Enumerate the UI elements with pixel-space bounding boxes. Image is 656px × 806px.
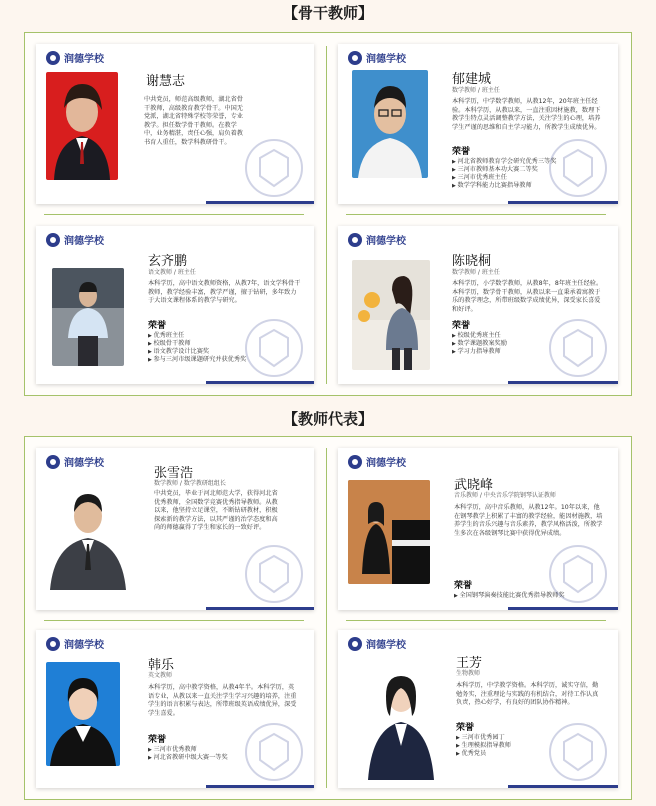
honor-item: ▶ 数学学科能力比赛指导教师	[452, 182, 602, 190]
divider	[326, 448, 327, 788]
honor-item: ▶ 参与三河市级课题研究并获优秀奖	[148, 356, 298, 364]
runde-watermark-icon	[242, 542, 306, 606]
teacher-description: 本科学历，小学数学教师，从教8年，8年班主任经验。本科学历，数学骨干教师，从教以来一直秉承着寓教于乐的教学理念，所带班级数学成绩优异，深受家长喜爱和好评。	[452, 280, 603, 313]
honors-list: 荣誉 ▶ 优秀班主任 ▶ 校级骨干教师 ▶ 语文教学设计比赛奖 ▶ 参与三河市级课题研究并获优秀奖	[148, 322, 298, 364]
teacher-card[interactable]	[338, 226, 618, 384]
divider	[346, 214, 606, 215]
teacher-role: 语文教师 / 班主任	[148, 269, 196, 276]
divider	[44, 620, 304, 621]
teacher-role: 音乐教师 / 中央音乐学院钢琴认证教师	[454, 492, 556, 499]
honor-item: ▶ 三河市优秀园丁	[456, 734, 604, 742]
school-logo: 润德学校	[46, 454, 104, 469]
teacher-description: 本科学历，高中音乐教师，从教12年。10年以来，他在钢琴教学上积累了丰富的教学经验，能因材施教，培养学生的音乐兴趣与音乐素养，教学风格活泼，所教学生多次在各级钢琴比赛中获得优异成绩。	[454, 504, 603, 537]
school-emblem-icon	[46, 233, 60, 247]
school-logo: 润德学校	[348, 636, 406, 651]
teacher-card[interactable]	[36, 226, 314, 384]
teacher-card[interactable]	[36, 448, 314, 610]
school-logo: 润德学校	[46, 636, 104, 651]
teacher-role: 数学教师 / 数学教研组组长	[154, 480, 226, 487]
teacher-name: 张雪浩	[154, 466, 194, 481]
card-accent-line	[508, 607, 618, 610]
school-emblem-icon	[348, 233, 362, 247]
teacher-card[interactable]	[338, 448, 618, 610]
honor-item: ▶ 河北省教研中级大赛一等奖	[148, 754, 298, 762]
honor-item: ▶ 三河市教师基本功大赛二等奖	[452, 166, 602, 174]
runde-watermark-icon	[546, 136, 610, 200]
teacher-description: 本科学历，中学教学资格。本科学历，诚实守信，勤勉务实，注重理论与实践的有机结合，对待工作认真负责，热心好学，有良好的团队协作精神。	[456, 682, 599, 706]
teacher-photo	[46, 662, 120, 766]
teacher-role: 数学教师 / 班主任	[452, 269, 500, 276]
school-logo: 润德学校	[46, 232, 104, 247]
teacher-name: 韩乐	[148, 658, 175, 673]
honor-item: ▶ 校级骨干教师	[148, 340, 298, 348]
runde-watermark-icon	[242, 136, 306, 200]
teacher-role: 数学教师 / 班主任	[452, 87, 500, 94]
honors-list: 荣誉 ▶ 校级优秀班主任 ▶ 数学课题教案奖励 ▶ 学习力指导教师	[452, 322, 602, 356]
teacher-role: 英文教师	[148, 672, 173, 679]
school-logo: 润德学校	[348, 232, 406, 247]
teacher-photo	[352, 70, 428, 178]
honor-item: ▶ 三河市优秀班主任	[452, 174, 602, 182]
card-accent-line	[206, 607, 314, 610]
school-emblem-icon	[46, 51, 60, 65]
honor-item: ▶ 优秀党员	[456, 750, 604, 758]
honor-item: ▶ 三河市优秀教师	[148, 746, 298, 754]
school-logo: 润德学校	[46, 50, 104, 65]
teacher-name: 武晓峰	[454, 478, 494, 493]
teacher-name: 郁建城	[452, 72, 492, 87]
teacher-name: 谢慧志	[146, 74, 186, 89]
teacher-card[interactable]	[338, 44, 618, 204]
teacher-photo	[348, 480, 430, 584]
teacher-description: 本科学历，中学数学教师，从教12年，20年班主任经验。本科学历，从教以来，一直注重因材施教，数理下教学生特点灵活调整教学方法，关注学生的心理，培养学生严谨的思维和自主学习能力，所教学生成绩优异。	[452, 98, 601, 131]
honors-list: 荣誉 ▶ 三河市优秀教师 ▶ 河北省教研中级大赛一等奖	[148, 736, 298, 762]
teacher-card[interactable]	[36, 44, 314, 204]
honors-list: 荣誉 ▶ 河北省教师教育学会研究优秀三等奖 ▶ 三河市教师基本功大赛二等奖 ▶ 三河市优秀班主任 ▶ 数学学科能力比赛指导教师	[452, 148, 602, 190]
teacher-photo	[362, 666, 440, 780]
honor-item: ▶ 数学课题教案奖励	[452, 340, 602, 348]
school-emblem-icon	[348, 51, 362, 65]
card-accent-line	[508, 785, 618, 788]
runde-watermark-icon	[546, 720, 610, 784]
runde-watermark-icon	[242, 316, 306, 380]
runde-watermark-icon	[546, 542, 610, 606]
honor-item: ▶ 全国钢琴演奏技能比赛优秀指导教师奖	[454, 592, 604, 600]
divider	[346, 620, 606, 621]
honor-item: ▶ 学习力指导教师	[452, 348, 602, 356]
honors-list: 荣誉 ▶ 三河市优秀园丁 ▶ 生理模拟指导教师 ▶ 优秀党员	[456, 724, 604, 758]
teacher-card[interactable]	[338, 630, 618, 788]
card-accent-line	[206, 381, 314, 384]
teacher-name: 陈晓桐	[452, 254, 492, 269]
runde-watermark-icon	[546, 316, 610, 380]
teacher-photo	[46, 480, 130, 590]
teacher-description: 本科学历，高中教学资格，从教4年半。本科学历，英语专业，从教以来一直关注学生学习兴趣的培养，注重学生的语言积累与表达，所带班级英语成绩优异，深受学生喜爱。	[148, 684, 297, 717]
school-logo: 润德学校	[348, 454, 406, 469]
honor-item: ▶ 河北省教师教育学会研究优秀三等奖	[452, 158, 602, 166]
school-logo: 润德学校	[348, 50, 406, 65]
honor-item: ▶ 生理模拟指导教师	[456, 742, 604, 750]
teacher-name: 玄齐鹏	[148, 254, 188, 269]
divider	[326, 46, 327, 384]
honor-item: ▶ 校级优秀班主任	[452, 332, 602, 340]
section-title-backbone: 【骨干教师】	[282, 4, 373, 22]
teacher-description: 中共党员，毕业于河北师范大学，获得河北省优秀教师，全国数学竞赛优秀指导教师。从教以来，他坚持立足课堂，不断钻研教材，积极探索新的教学方法，以其严谨的治学态度和高尚的师德赢得了学生和家长的一致好评。	[154, 490, 278, 531]
teacher-description: 本科学历，高中语文教师资格，从教7年，语文学科骨干教师，教学经验丰富，教学严谨，擅于钻研，多年致力于大语文课程体系的教学与研究。	[148, 280, 301, 304]
teacher-photo	[52, 268, 124, 366]
divider	[44, 214, 304, 215]
teacher-name: 王芳	[456, 656, 483, 671]
school-emblem-icon	[348, 455, 362, 469]
card-accent-line	[508, 201, 618, 204]
honor-item: ▶ 优秀班主任	[148, 332, 298, 340]
section-title-representatives: 【教师代表】	[282, 410, 373, 428]
runde-watermark-icon	[242, 720, 306, 784]
card-accent-line	[206, 785, 314, 788]
teacher-photo	[352, 260, 430, 370]
school-emblem-icon	[348, 637, 362, 651]
school-emblem-icon	[46, 637, 60, 651]
teacher-role: 生物教师	[456, 670, 481, 677]
honors-list: 荣誉 ▶ 全国钢琴演奏技能比赛优秀指导教师奖	[454, 582, 604, 600]
teacher-photo	[46, 72, 118, 180]
honor-item: ▶ 语文教学设计比赛奖	[148, 348, 298, 356]
teacher-card[interactable]	[36, 630, 314, 788]
card-accent-line	[508, 381, 618, 384]
card-accent-line	[206, 201, 314, 204]
teacher-description: 中共党员，师范高级教师，湖北省骨干教师，高级教育教学骨干。中国无党派，湖北省特殊学校等荣誉，专业教学。担任数学骨干教师。在教学中，业务精湛，责任心强，肩负着教书育人重任，数学科教研骨干。	[144, 96, 243, 146]
school-emblem-icon	[46, 455, 60, 469]
